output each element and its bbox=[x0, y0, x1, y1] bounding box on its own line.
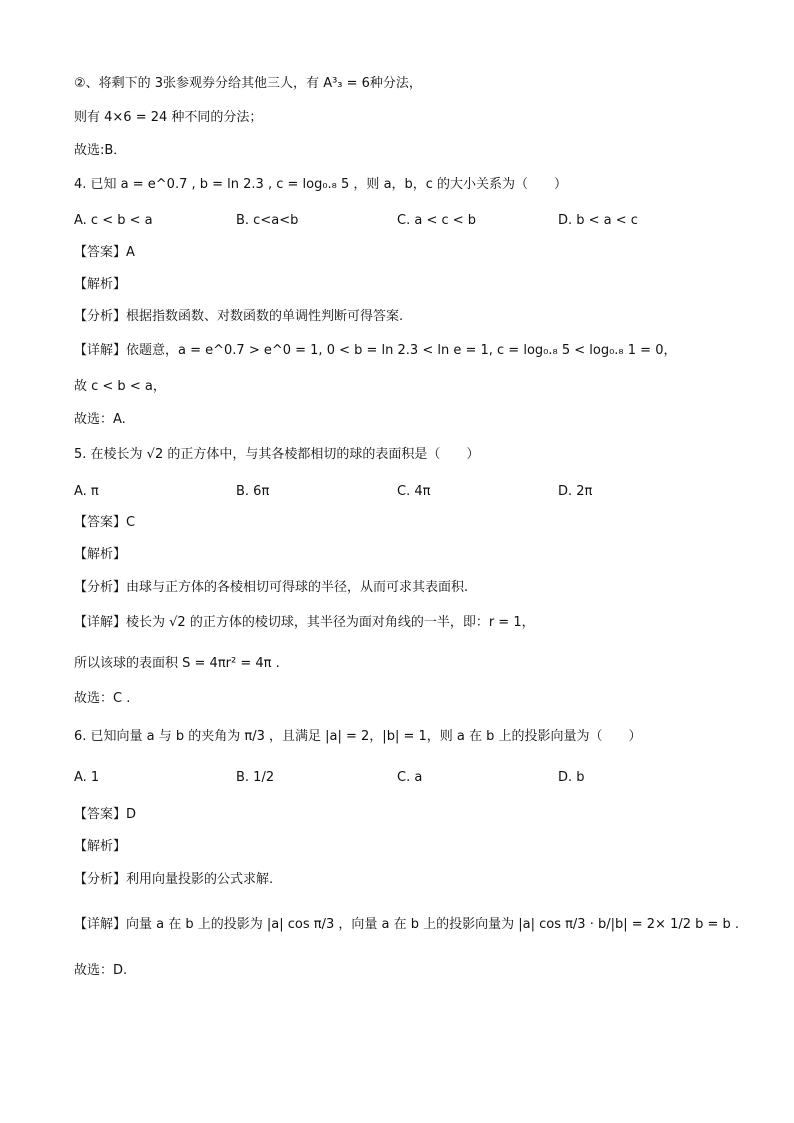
q5-choose: 故选：C . bbox=[74, 691, 131, 706]
q6-answer: 【答案】D bbox=[74, 807, 137, 822]
q4-option-a: A. c < b < a bbox=[74, 213, 153, 228]
solution-choose-b: 故选:B． bbox=[74, 143, 127, 158]
q4-conclusion: 故 c < b < a， bbox=[74, 379, 166, 394]
q5-option-c: C. 4π bbox=[397, 484, 431, 499]
q4-jiexi-heading: 【解析】 bbox=[74, 277, 127, 292]
q6-option-b: B. 1/2 bbox=[236, 770, 275, 785]
q4-analysis: 【分析】根据指数函数、对数函数的单调性判断可得答案. bbox=[74, 309, 404, 324]
q6-choose: 故选：D. bbox=[74, 963, 128, 978]
q4-option-b: B. c<a<b bbox=[236, 213, 299, 228]
q5-surface-area: 所以该球的表面积 S = 4πr² = 4π . bbox=[74, 656, 280, 671]
q5-answer: 【答案】C bbox=[74, 515, 136, 530]
q5-option-a: A. π bbox=[74, 484, 99, 499]
q6-option-a: A. 1 bbox=[74, 770, 100, 785]
q5-option-b: B. 6π bbox=[236, 484, 270, 499]
q6-analysis: 【分析】利用向量投影的公式求解. bbox=[74, 872, 274, 887]
question-5: 5. 在棱长为 √2 的正方体中，与其各棱都相切的球的表面积是（ ） bbox=[74, 447, 480, 462]
q4-answer: 【答案】A bbox=[74, 245, 135, 260]
q4-option-c: C. a < c < b bbox=[397, 213, 477, 228]
question-4: 4. 已知 a = e^0.7 , b = ln 2.3 , c = log₀.₈ 5 ，则 a，b，c 的大小关系为（ ） bbox=[74, 177, 568, 192]
q5-option-d: D. 2π bbox=[558, 484, 593, 499]
q6-jiexi-heading: 【解析】 bbox=[74, 839, 127, 854]
q5-detail: 【详解】棱长为 √2 的正方体的棱切球，其半径为面对角线的一半，即：r = 1， bbox=[74, 615, 535, 630]
q6-option-c: C. a bbox=[397, 770, 423, 785]
q5-jiexi-heading: 【解析】 bbox=[74, 547, 127, 562]
q6-detail: 【详解】向量 a 在 b 上的投影为 |a| cos π/3 ，向量 a 在 b 上的投影向量为 |a| cos π/3 · b/|b| = 2× 1/2 b = b . bbox=[74, 917, 740, 932]
q5-analysis: 【分析】由球与正方体的各棱相切可得球的半径，从而可求其表面积. bbox=[74, 580, 469, 595]
q6-option-d: D. b bbox=[558, 770, 585, 785]
solution-line-1: ②、将剩下的 3张参观券分给其他三人，有 A³₃ = 6种分法， bbox=[74, 76, 422, 91]
q4-detail: 【详解】依题意，a = e^0.7 > e^0 = 1, 0 < b = ln 2.3 < ln e = 1, c = log₀.₈ 5 < log₀.₈ 1 = 0， bbox=[74, 343, 677, 358]
question-6: 6. 已知向量 a 与 b 的夹角为 π/3 ，且满足 |a| = 2，|b| = 1，则 a 在 b 上的投影向量为（ ） bbox=[74, 729, 642, 744]
solution-line-2: 则有 4×6 = 24 种不同的分法； bbox=[74, 110, 263, 125]
q4-option-d: D. b < a < c bbox=[558, 213, 638, 228]
q4-choose: 故选：A. bbox=[74, 412, 126, 427]
